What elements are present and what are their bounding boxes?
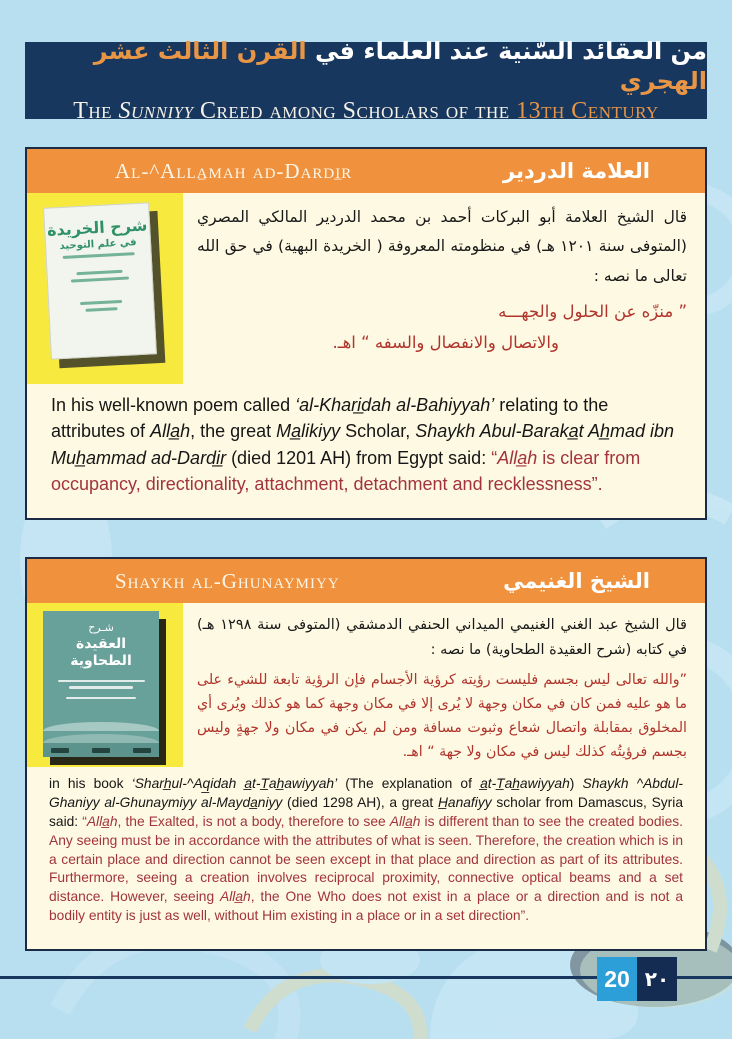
book-publisher-mark [80, 300, 122, 305]
card-ghunaymiyy-arabic-column [183, 603, 705, 767]
book-highlight-block [27, 193, 183, 384]
book-footer-mark [51, 748, 69, 753]
card-dardir-header [27, 149, 705, 193]
card-dardir-english-paragraph: In his well-known poem called ‘al-Khari̲dah al-Bahiyyah’ relating to the attributes of Alla̲h, the great Ma̲likiyy Scholar, Shaykh Abul-Baraka̲t Ah̲mad ibn Muh̲ammad ad-Dardi̲r (died 1201 AH) from Egypt said: “Alla̲h is clear from occupancy, directionality, attachment, detachment and recklessness”. [51, 395, 675, 495]
book-wave-decoration [43, 719, 159, 757]
book-cover-image-tahawiyyah [43, 611, 159, 757]
banner-title-arabic [25, 36, 707, 96]
book-publisher-mark [86, 307, 117, 312]
arabic-quote-line-1: ” منزّه عن الحلول والجهـــه [498, 302, 687, 322]
book-footer-mark [92, 748, 110, 753]
banner-title-english: The Sunniyy Creed among Scholars of the 13th Century [73, 98, 659, 125]
card-dardir [25, 147, 707, 520]
banner-arabic-orange: القرن الثالث عشر الهجري [93, 37, 707, 96]
book-footer-band [43, 743, 159, 757]
arabic-intro-paragraph: قال الشيخ العلامة أبو البركات أحمد بن محمد الدردير المالكي المصري (المتوفى سنة ١٢٠١ هـ) في منظومته المعروفة ( الخريدة البهية) في حق الله تعالى ما نصه : [197, 208, 687, 285]
card-ghunaymiyy-title-arabic: الشيخ الغنيمي [503, 569, 650, 593]
book-text-line [76, 270, 123, 275]
title-banner [25, 37, 707, 125]
book-text-line [71, 277, 128, 283]
book-footer-mark [133, 748, 151, 753]
book-title: العقيدة الطحاوية [70, 636, 132, 669]
arabic-quote-paragraph: ”والله تعالى ليس بجسم فليست رؤيته كرؤية الأجسام فإن الرؤية تابعة للشيء على ما هو عليه فمن كان في مكان وجهة لا يُرى إلا في مكان وجهة كما هو كذلك ويُرى أي المخلوق بمقابلة واتصال شعاع وثبوت مسافة ومن لم يكن في مكان ولا جهةٍ وليس بجسم فرؤيتُه كذلك ليس في مكان ولا جهة “ اهـ. [197, 671, 687, 761]
arabic-quote-line-2: والاتصال والانفصال والسفه “ اهـ. [332, 332, 559, 352]
page-number-western: 20 [597, 957, 637, 1001]
wave-band [43, 734, 159, 743]
book-title: شرح الخريدة [46, 215, 148, 240]
card-dardir-arabic-column [183, 193, 705, 384]
card-ghunaymiyy [25, 557, 707, 951]
book-text-line [66, 697, 136, 700]
book-text-line [69, 686, 133, 689]
page-number-arabic: ٢٠ [637, 957, 677, 1001]
card-ghunaymiyy-header [27, 559, 705, 603]
card-dardir-title-arabic: العلامة الدردير [503, 159, 650, 183]
wave-band [43, 722, 159, 731]
book-text-line [58, 680, 145, 683]
card-dardir-title-english: Al-^Alla̲mah ad-Dardi̲r [115, 158, 353, 183]
card-dardir-body-top [27, 193, 705, 384]
arabic-intro-paragraph: قال الشيخ عبد الغني الغنيمي الميداني الحنفي الدمشقي (المتوفى سنة ١٢٩٨ هـ) في كتابه (شرح العقيدة الطحاوية) ما نصه : [197, 617, 687, 659]
card-ghunaymiyy-english-paragraph: in his book ‘Sharh̲ul-^Aq̲idah a̲t-T̲ah̲awiyyah’ (The explanation of a̲t-T̲ah̲awiyyah) Shaykh ^Abdul-Ghaniyy al-Ghunaymiyy al-Mayda̲niyy (died 1298 AH), a great H̲anafiyy scholar from Damascus, Syria said: “Alla̲h, the Exalted, is not a body, therefore to see Alla̲h is different than to see the created bodies. Any seeing must be in accordance with the attributes of what is seen. Therefore, the creation which is in a certain place and direction cannot be seen except in that place and direction as part of its attributes. Furthermore, seeing a creation involves reciprocal proximity, connective optical beams and a set distance. However, seeing Alla̲h, the One Who does not exist in a place or a direction and is not a bodily entity is just as well, without Him existing in a place or in a set direction”. [49, 776, 684, 924]
book-cover-image-kharidah [43, 202, 157, 359]
banner-arabic-white: من العقائد السّنية عند العلماء في [315, 37, 707, 66]
book-highlight-block [27, 603, 183, 767]
book-title-top: شـرح [88, 621, 114, 634]
card-ghunaymiyy-body-top [27, 603, 705, 767]
book-subtitle: في علم التوحيد [59, 237, 137, 253]
card-ghunaymiyy-title-english: Shaykh al-Ghunaymiyy [115, 568, 340, 593]
book-text-line [62, 252, 135, 259]
